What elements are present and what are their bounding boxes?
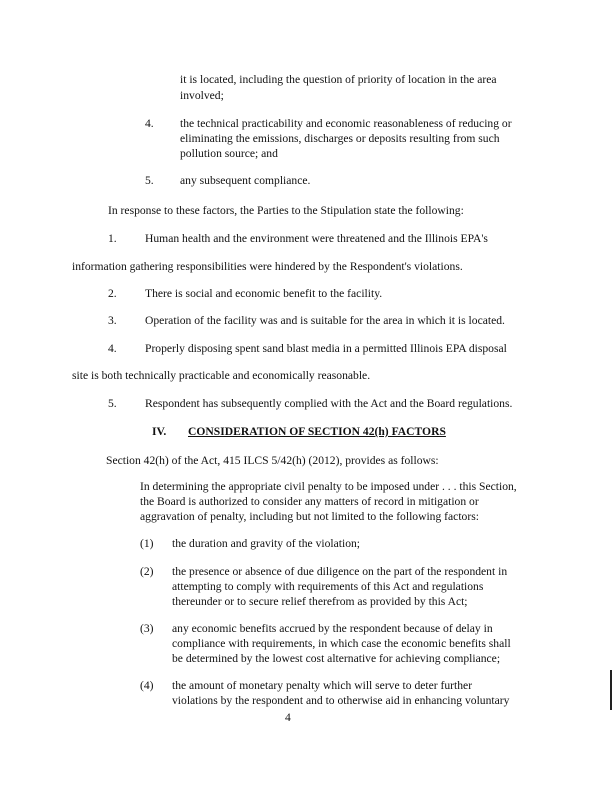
scan-edge-mark: [610, 670, 612, 710]
factor-5-line: any subsequent compliance.: [180, 174, 311, 187]
quote-line: aggravation of penalty, including but not limited to the following factors:: [140, 510, 479, 523]
quote-item-2-number: (2): [140, 565, 154, 578]
section-number: IV.: [152, 425, 167, 438]
quote-item-2-line: thereunder or to secure relief therefrom as provided by this Act;: [172, 595, 468, 608]
quote-item-1-line: the duration and gravity of the violation;: [172, 537, 361, 550]
quote-line: the Board is authorized to consider any matters of record in mitigation or: [140, 495, 479, 508]
response-intro: In response to these factors, the Parties to the Stipulation state the following:: [108, 204, 464, 217]
factor-4-line: eliminating the emissions, discharges or deposits resulting from such: [180, 132, 500, 145]
factor-4-number: 4.: [145, 117, 154, 130]
factor-5-number: 5.: [145, 174, 154, 187]
response-1-text: Human health and the environment were threatened and the Illinois EPA's: [145, 232, 488, 245]
response-1-number: 1.: [108, 232, 117, 245]
quote-item-4-number: (4): [140, 679, 154, 692]
response-4-number: 4.: [108, 342, 117, 355]
response-4-continued: site is both technically practicable and economically reasonable.: [72, 369, 371, 382]
quote-item-4-line: the amount of monetary penalty which will serve to deter further: [172, 679, 473, 692]
response-3-text: Operation of the facility was and is suitable for the area in which it is located.: [145, 314, 505, 327]
factor-4-line: the technical practicability and economic reasonableness of reducing or: [180, 117, 512, 130]
quote-item-3-line: compliance with requirements, in which case the economic benefits shall: [172, 637, 511, 650]
quote-item-3-number: (3): [140, 622, 154, 635]
quote-item-1-number: (1): [140, 537, 154, 550]
section-intro: Section 42(h) of the Act, 415 ILCS 5/42(h) (2012), provides as follows:: [106, 454, 439, 467]
quote-item-2-line: the presence or absence of due diligence on the part of the respondent in: [172, 565, 508, 578]
response-2-text: There is social and economic benefit to the facility.: [145, 287, 383, 300]
response-5-number: 5.: [108, 397, 117, 410]
response-5-text: Respondent has subsequently complied with the Act and the Board regulations.: [145, 397, 513, 410]
factor-4-line: pollution source; and: [180, 147, 278, 160]
quote-item-3-line: any economic benefits accrued by the respondent because of delay in: [172, 622, 493, 635]
quote-item-2-line: attempting to comply with requirements of this Act and regulations: [172, 580, 484, 593]
page-number: 4: [285, 711, 291, 724]
quote-line: In determining the appropriate civil penalty to be imposed under . . . this Section,: [140, 480, 517, 493]
response-2-number: 2.: [108, 287, 117, 300]
section-heading: CONSIDERATION OF SECTION 42(h) FACTORS: [188, 425, 446, 438]
quote-item-3-line: be determined by the lowest cost alternative for achieving compliance;: [172, 652, 501, 665]
response-4-text: Properly disposing spent sand blast media in a permitted Illinois EPA disposal: [145, 342, 507, 355]
quote-item-4-line: violations by the respondent and to otherwise aid in enhancing voluntary: [172, 694, 510, 707]
response-1-continued: information gathering responsibilities were hindered by the Respondent's violations.: [72, 260, 463, 273]
factor-3-tail-line: it is located, including the question of priority of location in the area: [180, 73, 497, 86]
factor-3-tail-line: involved;: [180, 89, 224, 102]
response-3-number: 3.: [108, 314, 117, 327]
